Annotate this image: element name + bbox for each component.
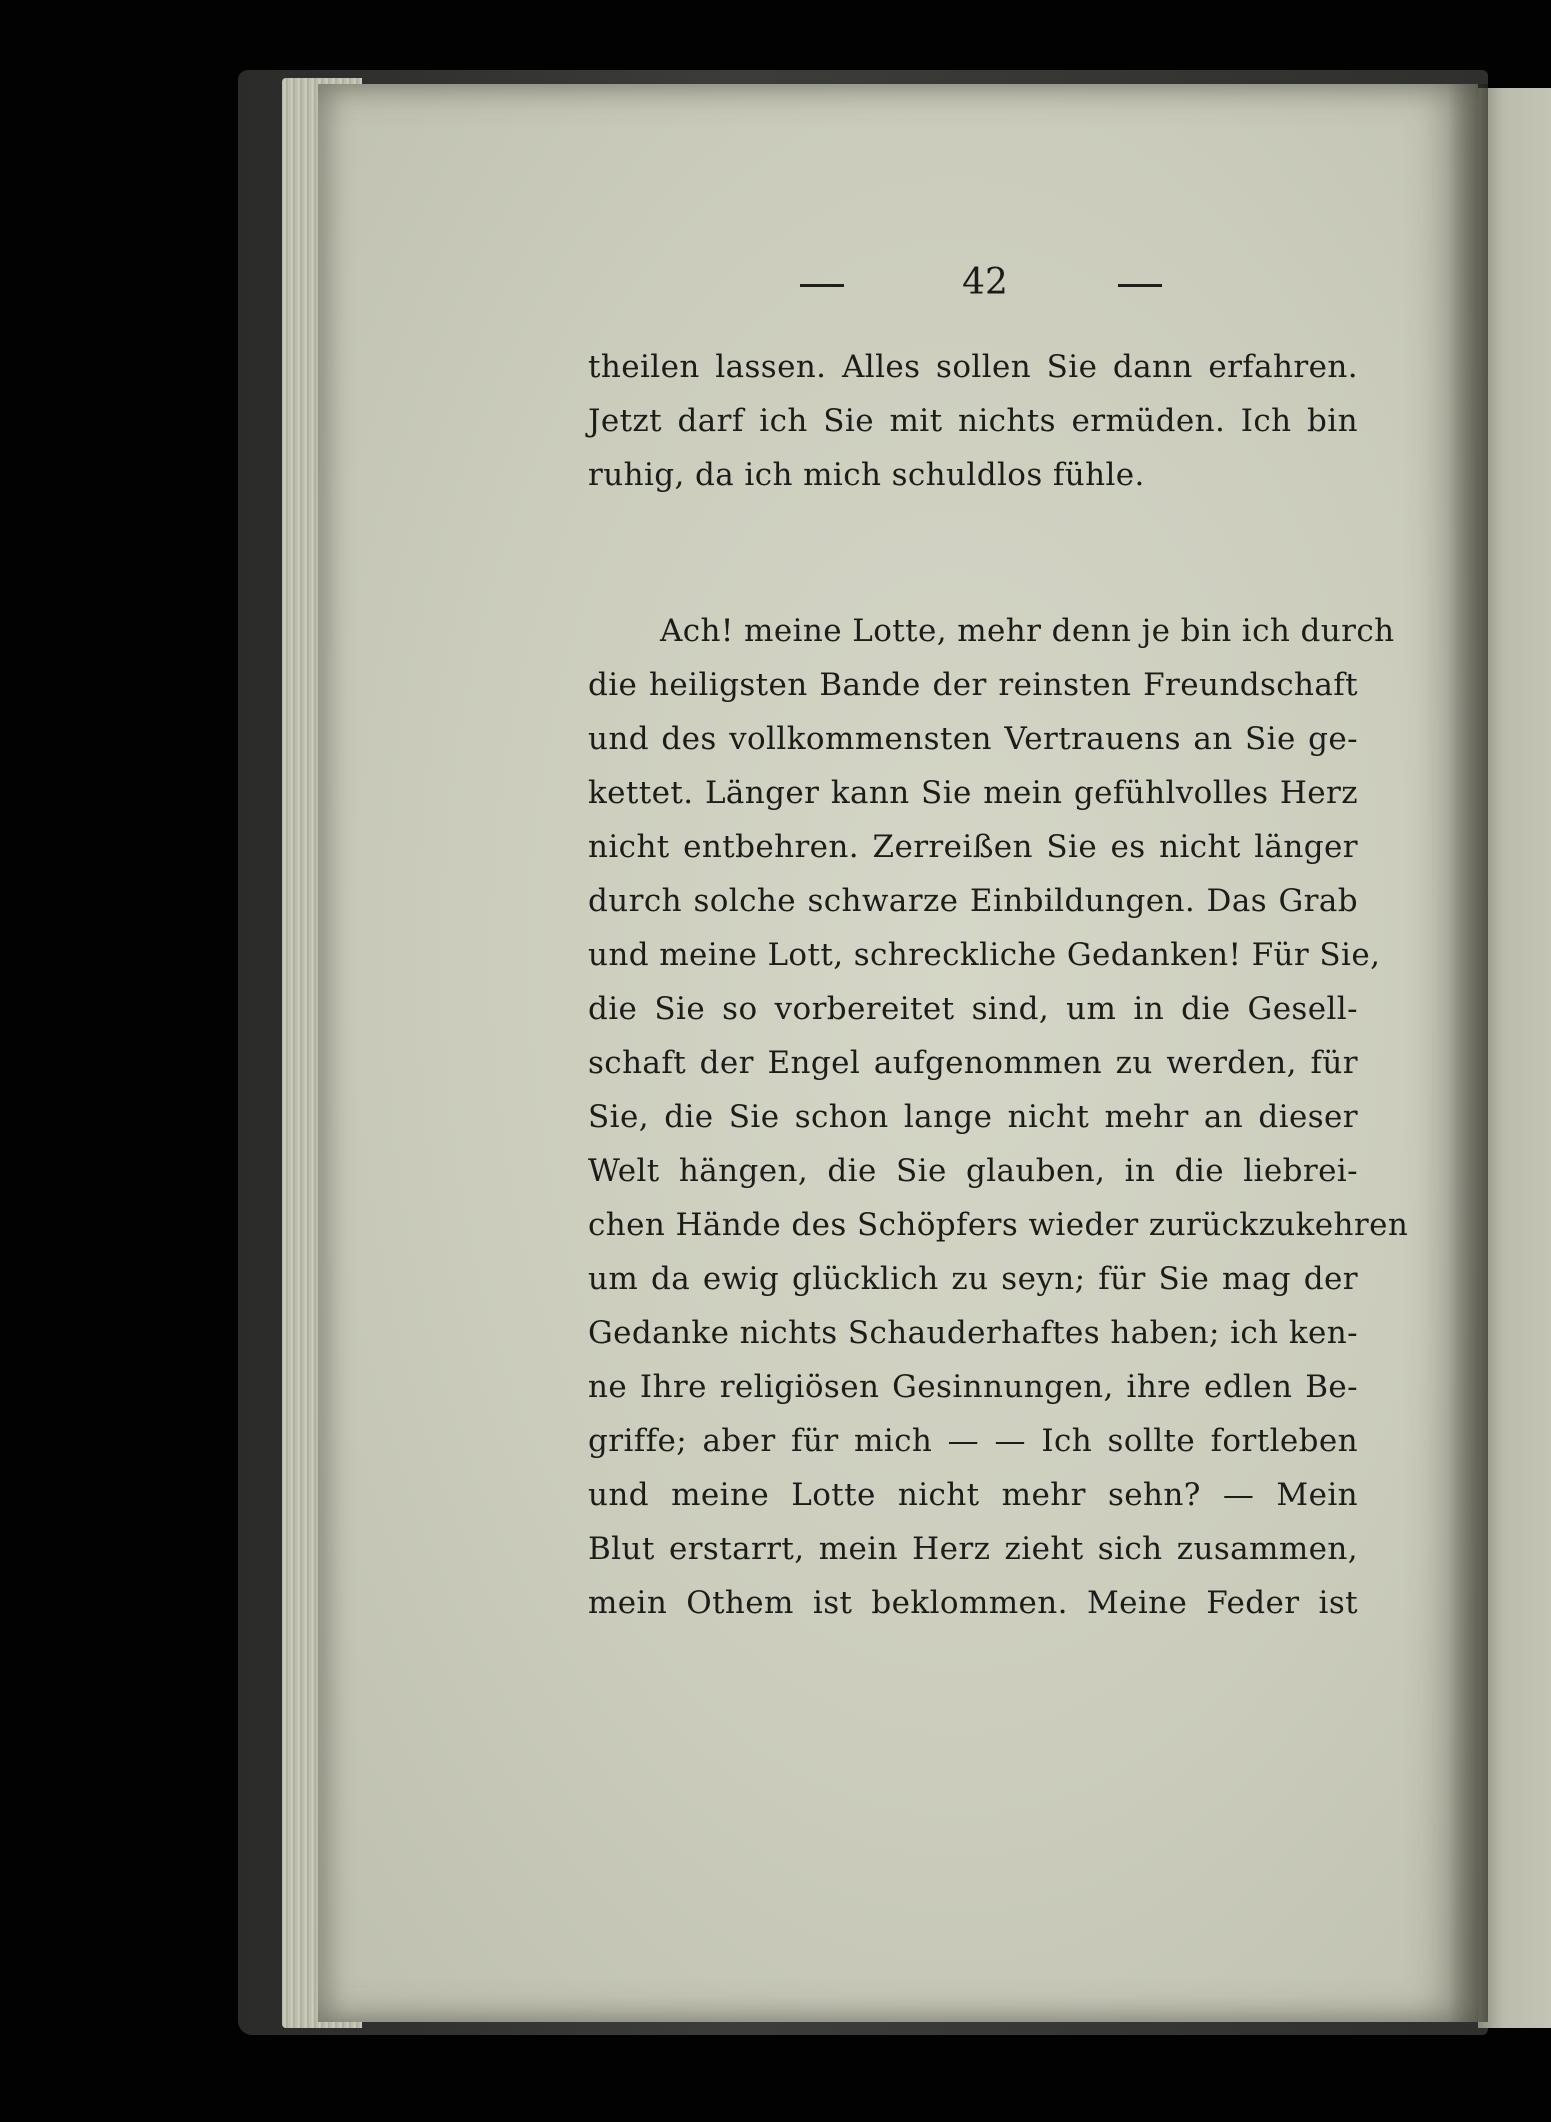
text-line: griffe; aber für mich — — Ich sollte fortleben: [588, 1423, 1358, 1459]
body-text: [588, 340, 1409, 1630]
text-line: Blut erstarrt, mein Herz zieht sich zusammen,: [588, 1531, 1358, 1567]
next-page-edge: [1478, 88, 1551, 2028]
text-line: durch solche schwarze Einbildungen. Das Grab: [588, 883, 1358, 919]
paragraph: [588, 604, 1409, 1630]
text-line: um da ewig glücklich zu seyn; für Sie mag der: [588, 1261, 1358, 1297]
text-line: die Sie so vorbereitet sind, um in die Gesell-: [588, 991, 1358, 1027]
text-line: und meine Lott, schreckliche Gedanken! Für Sie,: [588, 937, 1381, 973]
text-line: die heiligsten Bande der reinsten Freundschaft: [588, 667, 1358, 703]
text-line: schaft der Engel aufgenommen zu werden, für: [588, 1045, 1358, 1081]
text-line: Gedanke nichts Schauderhaftes haben; ich ken-: [588, 1315, 1358, 1351]
text-line: theilen lassen. Alles sollen Sie dann erfahren.: [588, 349, 1358, 385]
text-line: Sie, die Sie schon lange nicht mehr an dieser: [588, 1099, 1358, 1135]
text-line: Jetzt darf ich Sie mit nichts ermüden. Ich bin: [588, 403, 1358, 439]
text-line: kettet. Länger kann Sie mein gefühlvolles Herz: [588, 775, 1358, 811]
text-line: Ach! meine Lotte, mehr denn je bin ich durch: [660, 613, 1395, 649]
text-line: Welt hängen, die Sie glauben, in die liebrei-: [588, 1153, 1358, 1189]
text-line: und des vollkommensten Vertrauens an Sie ge-: [588, 721, 1358, 757]
text-line: ruhig, da ich mich schuldlos fühle.: [588, 457, 1145, 493]
gutter-shadow: [1448, 84, 1488, 2022]
page-number: 42: [962, 262, 1008, 303]
header-dash-left: [800, 284, 844, 287]
text-line: mein Othem ist beklommen. Meine Feder ist: [588, 1585, 1358, 1621]
paragraph: [588, 340, 1358, 502]
text-line: chen Hände des Schöpfers wieder zurückzukehren: [588, 1207, 1409, 1243]
text-line: ne Ihre religiösen Gesinnungen, ihre edlen Be-: [588, 1369, 1358, 1405]
page-header: [800, 262, 1160, 312]
text-line: nicht entbehren. Zerreißen Sie es nicht länger: [588, 829, 1358, 865]
header-dash-right: [1118, 284, 1162, 287]
paragraph-gap: [588, 502, 1358, 604]
text-line: und meine Lotte nicht mehr sehn? — Mein: [588, 1477, 1358, 1513]
